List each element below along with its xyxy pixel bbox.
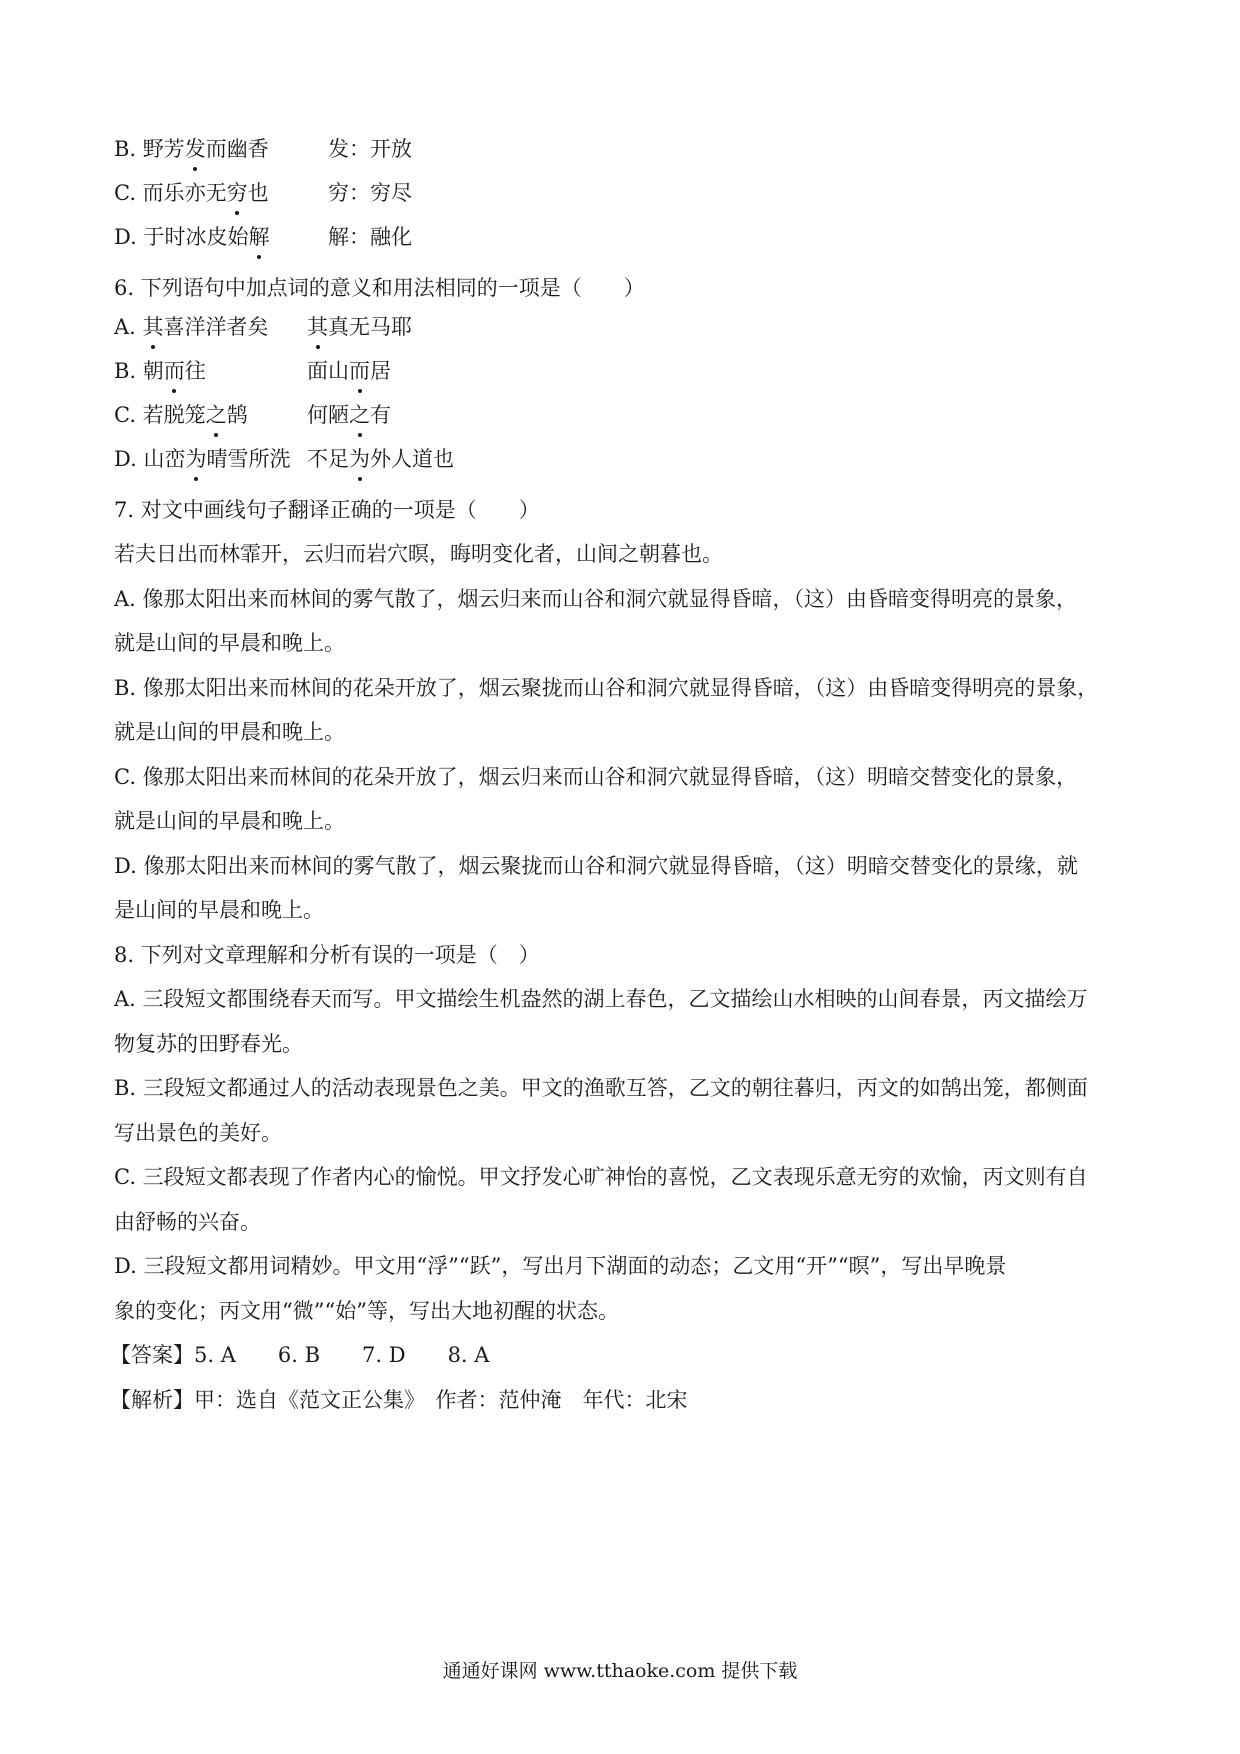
q6-stem: 6. 下列语句中加点词的意义和用法相同的一项是（ ） xyxy=(114,276,645,300)
q6-option-c xyxy=(114,400,391,430)
q8-option-b-line2: 写出景色的美好。 xyxy=(114,1121,282,1145)
option-text: 外人道也 xyxy=(370,447,454,471)
option-text: 居 xyxy=(370,359,391,383)
option-compare xyxy=(307,356,391,386)
dotted-char: 之 xyxy=(206,400,227,430)
option-text: 往 xyxy=(184,359,206,383)
option-compare xyxy=(307,444,454,474)
option-text: B. 野芳 xyxy=(114,137,185,161)
option-text: 也 xyxy=(247,181,269,205)
q7-option-d-line1: D. 像那太阳出来而林间的雾气散了，烟云聚拢而山谷和洞穴就显得昏暗，（这）明暗交替变化的景缘，就 xyxy=(114,854,1078,878)
option-text: 而幽香 xyxy=(205,137,269,161)
dotted-char: 穷 xyxy=(227,178,248,208)
dotted-char: 而 xyxy=(164,356,185,386)
option-compare xyxy=(307,400,391,430)
analysis-line: 【解析】甲：选自《范文正公集》 作者：范仲淹 年代：北宋 xyxy=(110,1388,688,1412)
option-text: 有 xyxy=(370,403,391,427)
q7-stem: 7. 对文中画线句子翻译正确的一项是（ ） xyxy=(114,498,540,522)
q8-option-c-line1: C. 三段短文都表现了作者内心的愉悦。甲文抒发心旷神怡的喜悦，乙文表现乐意无穷的欢愉，丙文则有自 xyxy=(114,1165,1088,1189)
q8-option-d-line2: 象的变化；丙文用“微”“始”等，写出大地初醒的状态。 xyxy=(114,1299,619,1323)
q6-option-d xyxy=(114,444,454,474)
dotted-char: 为 xyxy=(349,444,370,474)
option-text: 真无马耶 xyxy=(328,315,412,339)
option-text: 晴雪所洗 xyxy=(206,447,291,471)
q7-option-b-line1: B. 像那太阳出来而林间的花朵开放了，烟云聚拢而山谷和洞穴就显得昏暗，（这）由昏暗变得明亮的景象， xyxy=(114,676,1099,700)
q7-option-c-line1: C. 像那太阳出来而林间的花朵开放了，烟云归来而山谷和洞穴就显得昏暗，（这）明暗交替变化的景象， xyxy=(114,765,1078,789)
dotted-char: 为 xyxy=(185,444,206,474)
q7-option-c-line2: 就是山间的早晨和晚上。 xyxy=(114,809,345,833)
q8-option-b-line1: B. 三段短文都通过人的活动表现景色之美。甲文的渔歌互答，乙文的朝往暮归，丙文的如鹄出笼，都侧面 xyxy=(114,1076,1088,1100)
dotted-char: 之 xyxy=(349,400,370,430)
option-text: 面山 xyxy=(307,359,349,383)
q7-sentence: 若夫日出而林霏开，云归而岩穴暝，晦明变化者，山间之朝暮也。 xyxy=(114,542,723,566)
q6-option-a xyxy=(114,312,412,342)
option-text: D. 于时冰皮始 xyxy=(114,225,249,249)
option-gloss: 解：融化 xyxy=(328,225,412,249)
q8-option-d-line1: D. 三段短文都用词精妙。甲文用“浮”“跃”，写出月下湖面的动态；乙文用“开”“暝”，写出早晚景 xyxy=(114,1254,1007,1278)
answer-line: 【答案】5. A 6. B 7. D 8. A xyxy=(110,1343,490,1367)
option-text: 喜洋洋者矣 xyxy=(163,315,269,339)
option-text: C. 而乐亦无 xyxy=(114,181,227,205)
q5-option-d xyxy=(114,222,412,252)
q6-option-b xyxy=(114,356,391,386)
q7-option-d-line2: 是山间的早晨和晚上。 xyxy=(114,898,324,922)
option-gloss: 穷：穷尽 xyxy=(328,181,412,205)
dotted-char: 其 xyxy=(307,312,328,342)
dotted-char: 发 xyxy=(185,134,206,164)
page-footer: 通通好课网 www.tthaoke.com 提供下载 xyxy=(442,1660,798,1682)
option-compare xyxy=(307,312,412,342)
option-text: 不足 xyxy=(307,447,349,471)
q8-stem: 8. 下列对文章理解和分析有误的一项是（ ） xyxy=(114,943,540,967)
option-text: A. xyxy=(114,315,143,339)
q8-option-a-line2: 物复苏的田野春光。 xyxy=(114,1032,303,1056)
q7-option-b-line2: 就是山间的甲晨和晚上。 xyxy=(114,720,345,744)
option-text: 何陋 xyxy=(307,403,349,427)
q5-option-b xyxy=(114,134,412,164)
option-text: C. 若脱笼 xyxy=(114,403,206,427)
q8-option-c-line2: 由舒畅的兴奋。 xyxy=(114,1210,261,1234)
q7-option-a-line1: A. 像那太阳出来而林间的雾气散了，烟云归来而山谷和洞穴就显得昏暗，（这）由昏暗变得明亮的景象， xyxy=(114,587,1078,611)
dotted-char: 而 xyxy=(349,356,370,386)
option-text: 鹄 xyxy=(226,403,248,427)
q5-option-c xyxy=(114,178,412,208)
dotted-char: 解 xyxy=(248,222,269,252)
q7-option-a-line2: 就是山间的早晨和晚上。 xyxy=(114,631,345,655)
q8-option-a-line1: A. 三段短文都围绕春天而写。甲文描绘生机盎然的湖上春色，乙文描绘山水相映的山间春景，丙文描绘万 xyxy=(114,987,1088,1011)
dotted-char: 其 xyxy=(143,312,164,342)
option-gloss: 发：开放 xyxy=(328,137,412,161)
option-text: D. 山峦 xyxy=(114,447,186,471)
option-text: B. 朝 xyxy=(114,359,164,383)
